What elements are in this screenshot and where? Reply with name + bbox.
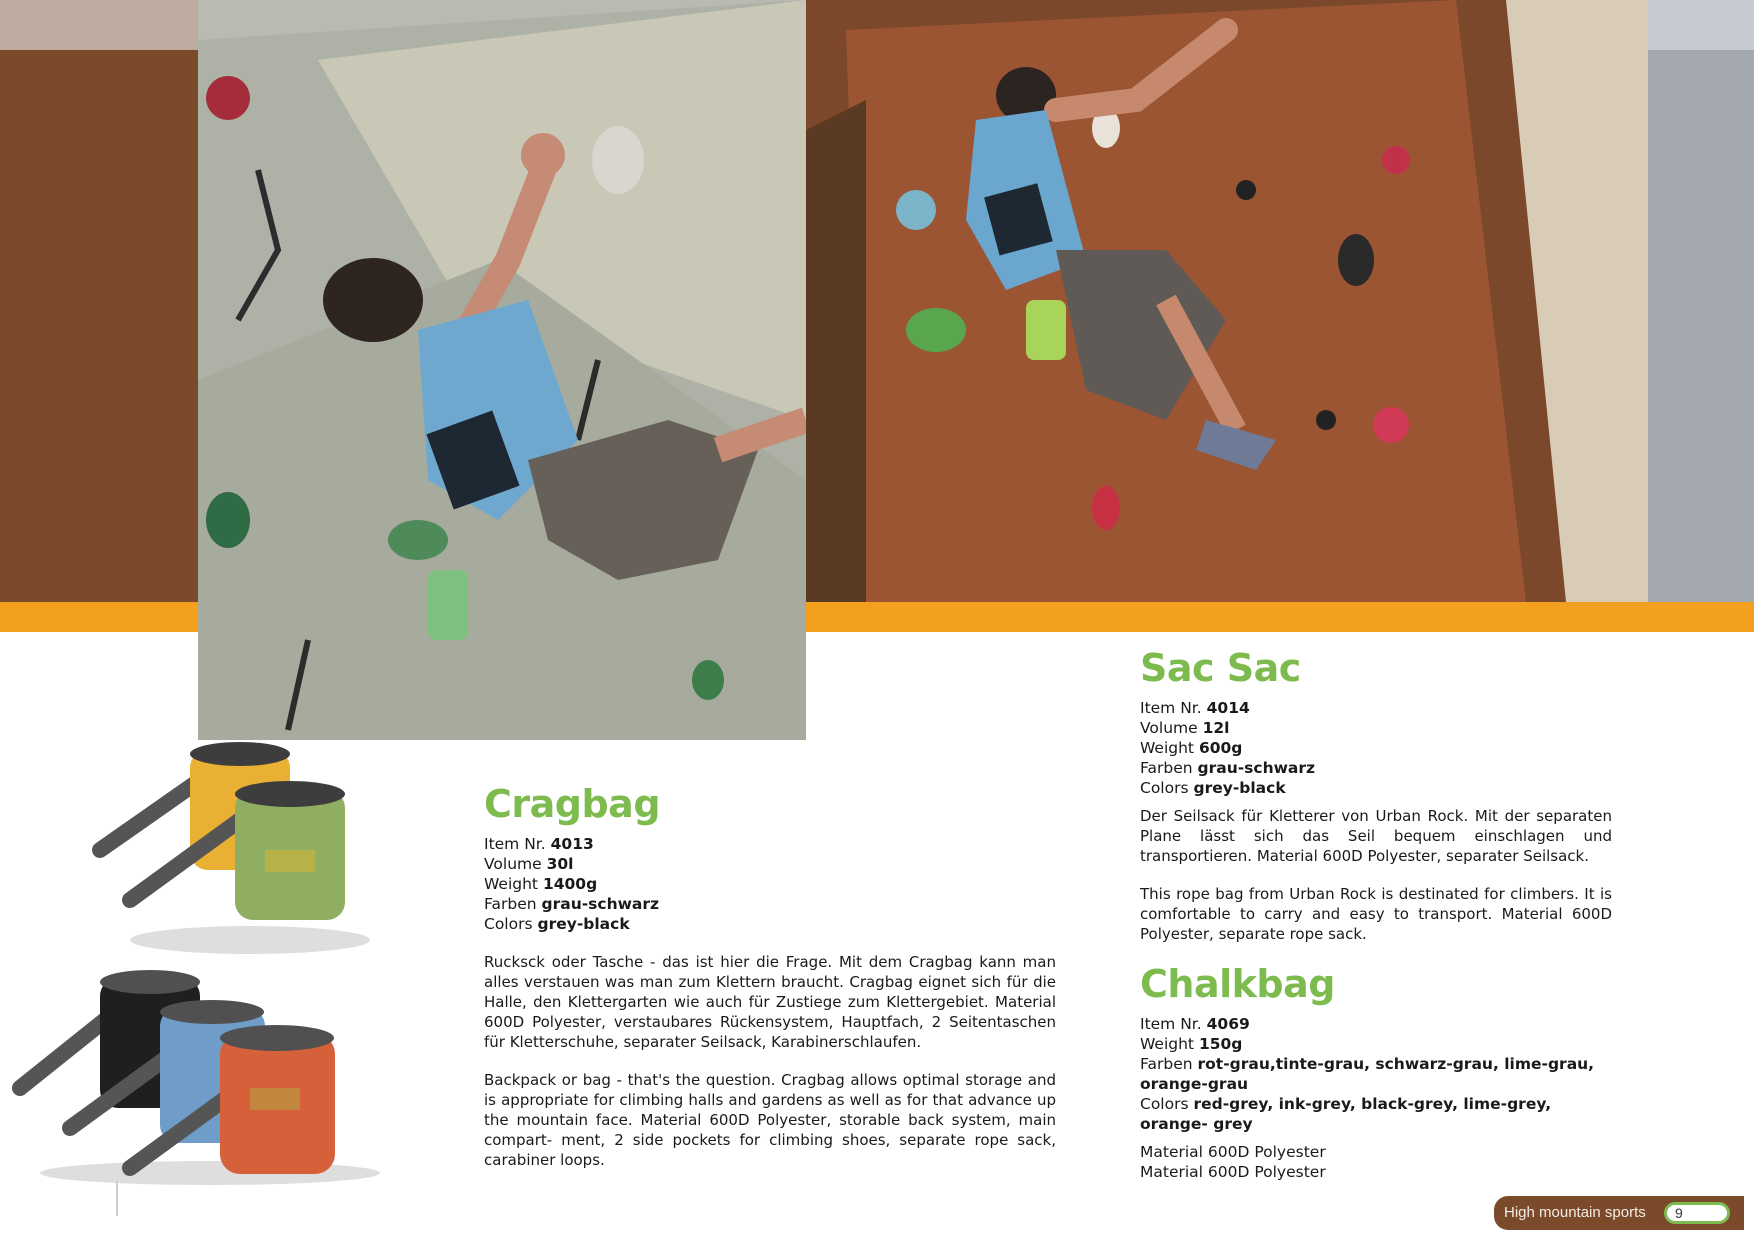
- weight-label: Weight: [1140, 739, 1195, 757]
- orange-stripe-left: [0, 602, 198, 632]
- item-label: Item Nr.: [484, 835, 546, 853]
- sacsac-farben: [1140, 758, 1612, 778]
- farben-label: Farben: [484, 895, 537, 913]
- colors-value: red-grey, ink-grey, black-grey, lime-grey, orange- grey: [1140, 1095, 1552, 1133]
- chalkbag-title: Chalkbag: [1140, 962, 1335, 1006]
- chalkbag-material-1: Material 600D Polyester: [1140, 1143, 1326, 1161]
- colors-value: grey-black: [537, 915, 630, 933]
- weight-label: Weight: [484, 875, 539, 893]
- cragbag-title: Cragbag: [484, 782, 661, 826]
- divider-line: [116, 1180, 118, 1216]
- spacer: [1140, 866, 1612, 884]
- spacer: [1140, 798, 1612, 806]
- sacsac-colors: [1140, 778, 1612, 798]
- chalkbag-item: [1140, 1014, 1612, 1034]
- cragbag-product-image: [90, 740, 390, 960]
- sacsac-item: [1140, 698, 1612, 718]
- sacsac-desc-de: Der Seilsack für Kletterer von Urban Rock. Mit der separaten Plane lässt sich das Seil bequem einschlagen und transportieren. Material 600D Polyester, separater Seilsack.: [1140, 807, 1612, 865]
- chalkbag-colors: [1140, 1094, 1612, 1134]
- orange-stripe-right: [806, 602, 1754, 632]
- item-label: Item Nr.: [1140, 1015, 1202, 1033]
- farben-value: rot-grau,tinte-grau, schwarz-grau, lime-grau, orange-grau: [1140, 1055, 1595, 1093]
- volume-label: Volume: [484, 855, 542, 873]
- cragbag-colors: [484, 914, 1056, 934]
- spacer: [484, 934, 1056, 952]
- chalkbag-section: [1140, 962, 1612, 1182]
- item-value: 4014: [1206, 699, 1250, 717]
- spacer: [484, 1052, 1056, 1070]
- spacer: [1140, 1134, 1612, 1142]
- colors-value: grey-black: [1193, 779, 1286, 797]
- footer-section-label: High mountain sports: [1504, 1204, 1646, 1221]
- sacsac-volume: [1140, 718, 1612, 738]
- item-value: 4013: [550, 835, 594, 853]
- chalkbag-farben: [1140, 1054, 1612, 1094]
- cragbag-desc-en: Backpack or bag - that's the question. Cragbag allows optimal storage and is appropriate for climbing halls and gardens as well as for that advance up the mountain face. Material 600D Polyester, storable back system, main compart- ment, 2 side pockets for climbing shoes, separate rope sack, carabiner loops.: [484, 1071, 1056, 1169]
- weight-label: Weight: [1140, 1035, 1195, 1053]
- sacsac-desc-en: This rope bag from Urban Rock is destinated for climbers. It is comfortable to carry and easy to transport. Material 600D Polyester, separate rope sack.: [1140, 885, 1612, 943]
- cragbag-volume: [484, 854, 1056, 874]
- footer-tab: [1494, 1196, 1744, 1230]
- farben-value: grau-schwarz: [541, 895, 660, 913]
- volume-value: 12l: [1202, 719, 1230, 737]
- volume-value: 30l: [546, 855, 574, 873]
- colors-label: Colors: [1140, 779, 1189, 797]
- chalkbag-material-2: Material 600D Polyester: [1140, 1163, 1326, 1181]
- weight-value: 150g: [1198, 1035, 1243, 1053]
- cragbag-desc-de: Rucksck oder Tasche - das ist hier die Frage. Mit dem Cragbag kann man alles verstauen was man zum Klettern braucht. Cragbag eignet sich für die Halle, den Klettergarten wie auch für Zustiege zum Klettergebiet. Material 600D Polyester, verstaubares Rückensystem, Hauptfach, 2 Seitentaschen für Kletterschuhe, separater Seilsack, Karabinerschlaufen.: [484, 953, 1056, 1051]
- cragbag-section: [484, 782, 1056, 1170]
- page-number-pill: [1664, 1202, 1730, 1224]
- brown-band-left: [0, 50, 198, 602]
- grey-band-right: [1648, 50, 1754, 602]
- colors-label: Colors: [1140, 1095, 1189, 1113]
- sacsac-weight: [1140, 738, 1612, 758]
- chalkbag-weight: [1140, 1034, 1612, 1054]
- climber-photo-right: [806, 0, 1648, 602]
- sacsac-section: [1140, 646, 1612, 944]
- farben-value: grau-schwarz: [1197, 759, 1316, 777]
- climber-photo-left: [198, 0, 806, 740]
- chalkbag-product-image: [10, 968, 390, 1188]
- farben-label: Farben: [1140, 759, 1193, 777]
- cragbag-weight: [484, 874, 1056, 894]
- page-number: 9: [1675, 1205, 1683, 1221]
- top-band-right: [1648, 0, 1754, 50]
- cragbag-farben: [484, 894, 1056, 914]
- cragbag-item: [484, 834, 1056, 854]
- volume-label: Volume: [1140, 719, 1198, 737]
- weight-value: 600g: [1198, 739, 1243, 757]
- farben-label: Farben: [1140, 1055, 1193, 1073]
- item-label: Item Nr.: [1140, 699, 1202, 717]
- item-value: 4069: [1206, 1015, 1250, 1033]
- weight-value: 1400g: [542, 875, 598, 893]
- sacsac-title: Sac Sac: [1140, 646, 1301, 690]
- colors-label: Colors: [484, 915, 533, 933]
